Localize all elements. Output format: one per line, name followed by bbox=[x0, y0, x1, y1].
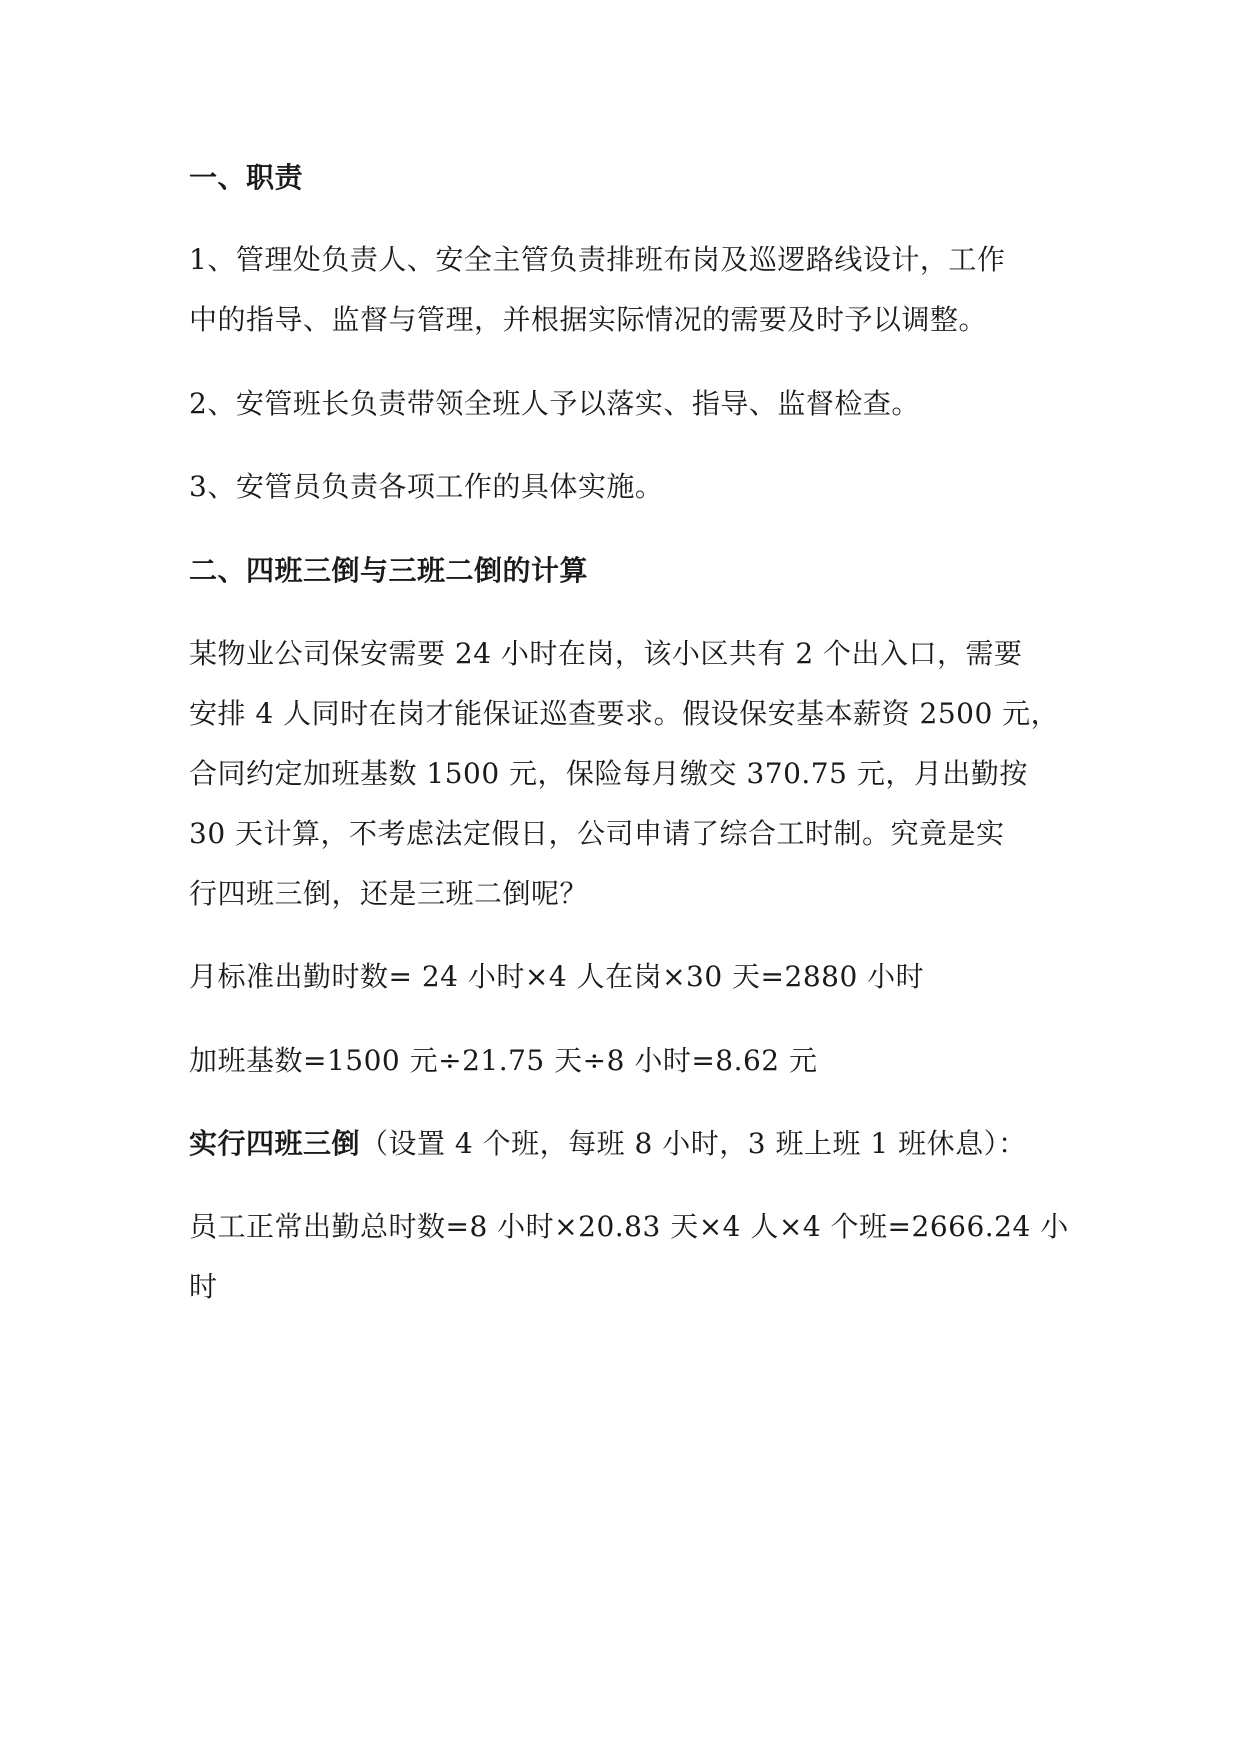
duty-item-3: 3、安管员负责各项工作的具体实施。 bbox=[189, 470, 664, 503]
formula-monthly-hours: 月标准出勤时数= 24 小时×4 人在岗×30 天=2880 小时 bbox=[189, 960, 925, 993]
formula-total-hours-line-2: 时 bbox=[189, 1270, 218, 1303]
scenario-paragraph-line-2: 安排 4 人同时在岗才能保证巡查要求。假设保安基本薪资 2500 元， bbox=[189, 697, 1060, 730]
duty-item-1-line-2: 中的指导、监督与管理，并根据实际情况的需要及时予以调整。 bbox=[189, 303, 988, 336]
formula-total-hours-line-1: 员工正常出勤总时数=8 小时×20.83 天×4 人×4 个班=2666.24 小 bbox=[189, 1210, 1069, 1243]
section-heading-shift-calculation: 二、四班三倒与三班二倒的计算 bbox=[189, 554, 589, 587]
four-shift-label: 实行四班三倒 bbox=[189, 1127, 361, 1160]
duty-item-1-line-1: 1、管理处负责人、安全主管负责排班布岗及巡逻路线设计，工作 bbox=[189, 243, 1006, 276]
scenario-paragraph-line-5: 行四班三倒，还是三班二倒呢？ bbox=[189, 877, 589, 910]
four-shift-heading bbox=[189, 1124, 1027, 1164]
scenario-paragraph-line-1: 某物业公司保安需要 24 小时在岗，该小区共有 2 个出入口，需要 bbox=[189, 637, 1023, 670]
scenario-paragraph-line-3: 合同约定加班基数 1500 元，保险每月缴交 370.75 元，月出勤按 bbox=[189, 757, 1028, 790]
four-shift-description: （设置 4 个班，每班 8 小时，3 班上班 1 班休息）： bbox=[360, 1127, 1027, 1160]
scenario-paragraph-line-4: 30 天计算，不考虑法定假日，公司申请了综合工时制。究竟是实 bbox=[189, 817, 1005, 850]
formula-overtime-base: 加班基数=1500 元÷21.75 天÷8 小时=8.62 元 bbox=[189, 1044, 818, 1077]
section-heading-duties: 一、职责 bbox=[189, 161, 304, 194]
duty-item-2: 2、安管班长负责带领全班人予以落实、指导、监督检查。 bbox=[189, 387, 920, 420]
